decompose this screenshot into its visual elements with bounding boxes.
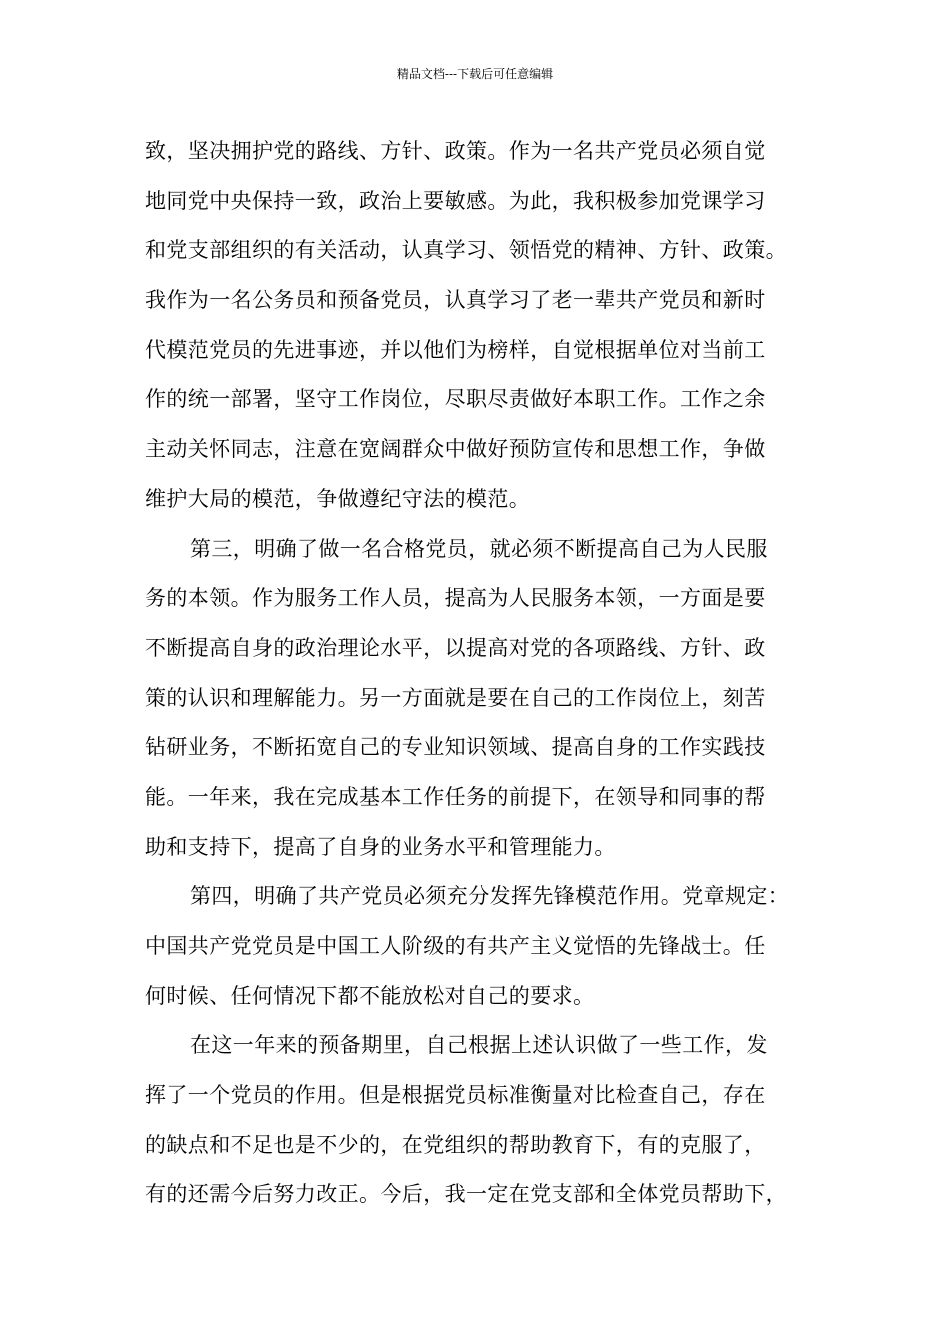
text-line: 不断提高自身的政治理论水平，以提高对党的各项路线、方针、政 [145,635,766,660]
text-line: 的缺点和不足也是不少的，在党组织的帮助教育下，有的克服了， [145,1132,766,1157]
text-line: 在这一年来的预备期里，自己根据上述认识做了一些工作，发 [190,1033,768,1058]
text-line: 第三，明确了做一名合格党员，就必须不断提高自己为人民服 [190,536,768,561]
text-line: 维护大局的模范，争做遵纪守法的模范。 [145,486,531,511]
paragraph [145,872,825,1021]
paragraph [145,1021,825,1220]
text-line: 中国共产党党员是中国工人阶级的有共产主义觉悟的先锋战士。任 [145,934,766,958]
document-body [145,127,825,1220]
text-line: 策的认识和理解能力。另一方面就是要在自己的工作岗位上，刻苦 [145,685,766,710]
text-line: 钻研业务，不断拓宽自己的专业知识领域、提高自身的工作实践技 [145,735,766,760]
text-line: 主动关怀同志，注意在宽阔群众中做好预防宣传和思想工作，争做 [145,437,766,462]
text-line: 致，坚决拥护党的路线、方针、政策。作为一名共产党员必须自觉 [145,139,766,163]
text-line: 我作为一名公务员和预备党员，认真学习了老一辈共产党员和新时 [145,288,766,313]
text-line: 有的还需今后努力改正。今后，我一定在党支部和全体党员帮助下， [145,1182,787,1207]
text-line: 何时候、任何情况下都不能放松对自己的要求。 [145,983,595,1008]
paragraph [145,525,825,873]
text-line: 挥了一个党员的作用。但是根据党员标准衡量对比检查自己，存在 [145,1083,766,1108]
text-line: 作的统一部署，坚守工作岗位，尽职尽责做好本职工作。工作之余 [145,387,766,412]
text-line: 助和支持下，提高了自身的业务水平和管理能力。 [145,834,616,859]
text-line: 地同党中央保持一致，政治上要敏感。为此，我积极参加党课学习 [145,188,766,213]
text-line: 务的本领。作为服务工作人员，提高为人民服务本领，一方面是要 [145,586,766,611]
text-line: 第四，明确了共产党员必须充分发挥先锋模范作用。党章规定： [190,884,790,909]
text-line: 代模范党员的先进事迹，并以他们为榜样，自觉根据单位对当前工 [145,337,766,362]
paragraph [145,127,825,525]
page-header: 精品文档---下载后可任意编辑 [396,67,554,81]
text-line: 能。一年来，我在完成基本工作任务的前提下，在领导和同事的帮 [145,784,766,809]
text-line: 和党支部组织的有关活动，认真学习、领悟党的精神、方针、政策。 [145,238,787,263]
